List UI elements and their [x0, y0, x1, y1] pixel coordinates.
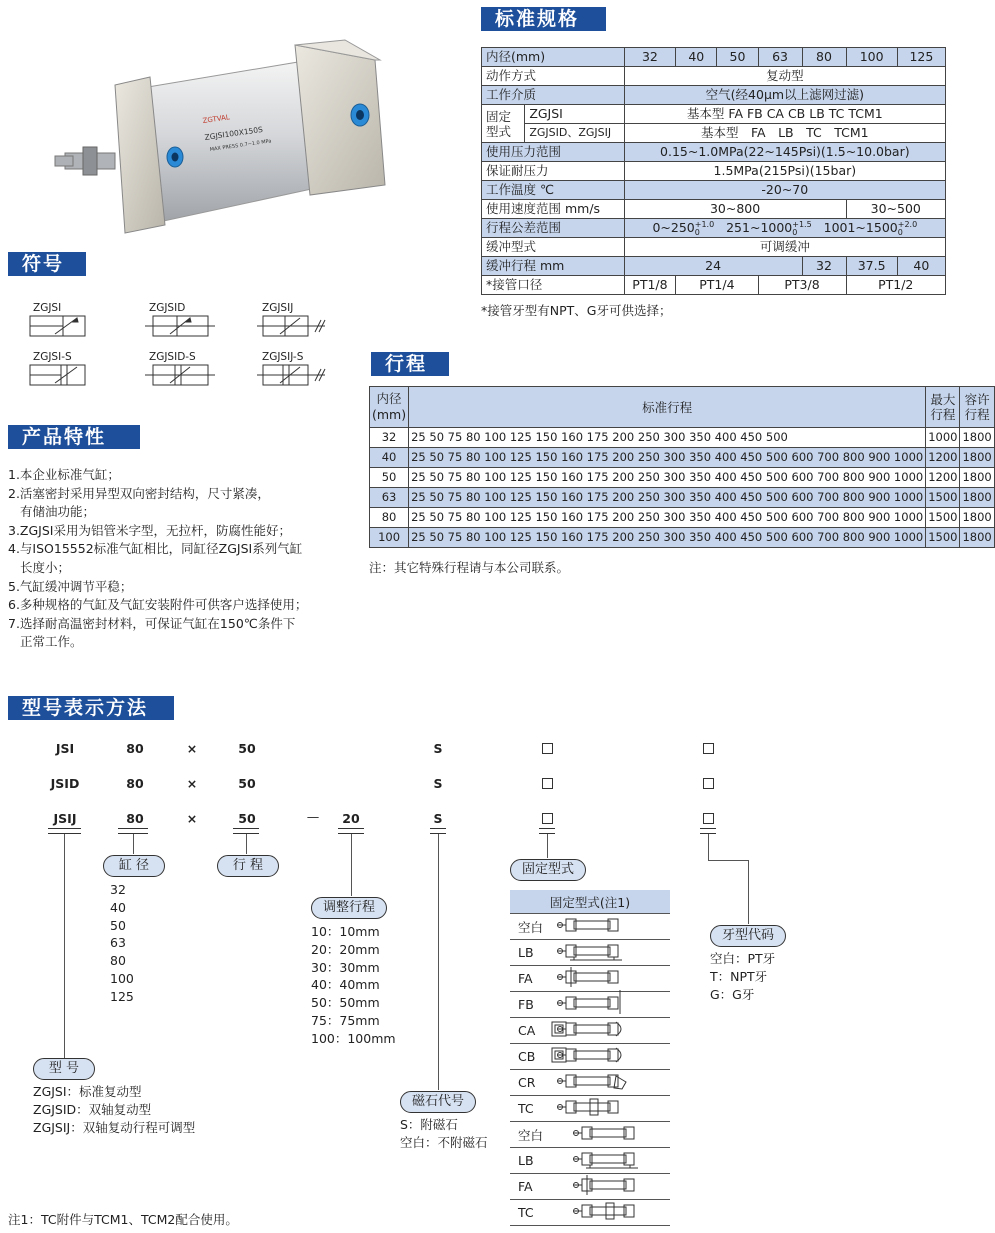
stroke-std: 25 50 75 80 100 125 150 160 175 200 250 300 350 400 450 500 600 700 800 900 1000	[409, 468, 926, 488]
mount-icon	[550, 1200, 670, 1226]
symbol-label: ZGJSID-S	[149, 351, 196, 363]
spec-value: 1.5MPa(215Psi)(15bar)	[624, 162, 945, 181]
stroke-tol: 1800	[960, 428, 994, 448]
bore-option: 32	[110, 882, 126, 897]
type-list	[33, 1083, 195, 1136]
spec-table	[481, 47, 946, 295]
stroke-bore: 80	[370, 508, 409, 528]
mount-drawing-icon	[550, 966, 670, 988]
code-x: ×	[186, 811, 198, 826]
connector	[547, 834, 548, 858]
mount-code: LB	[510, 940, 550, 966]
spec-value: 复动型	[624, 67, 945, 86]
spec-row-mount	[482, 124, 946, 143]
footnote: 注1：TC附件与TCM1、TCM2配合使用。	[8, 1212, 238, 1227]
spec-label: 保证耐压力	[482, 162, 625, 181]
stroke-max: 1000	[926, 428, 960, 448]
adjust-option: 20：20mm	[311, 941, 380, 957]
stroke-tol: 1800	[960, 488, 994, 508]
spec-value	[624, 219, 945, 238]
tol-range: 0~250	[652, 220, 695, 235]
magnet-option: 空白：不附磁石	[400, 1134, 488, 1150]
bore-option: 100	[110, 970, 134, 986]
adjust-option: 50：50mm	[311, 995, 380, 1011]
spec-value: PT3/8	[758, 276, 846, 295]
mount-icon	[550, 1122, 670, 1148]
code-x: ×	[186, 741, 198, 756]
header-symbol: 符号	[8, 252, 86, 276]
mount-drawing-icon	[550, 992, 670, 1014]
connector	[438, 834, 439, 1090]
bore-cell: 100	[846, 48, 897, 67]
pill-stroke: 行 程	[217, 855, 279, 877]
spec-value: 32	[802, 257, 846, 276]
adjust-option: 75：75mm	[311, 1012, 380, 1028]
spec-label: 内径(mm)	[482, 48, 625, 67]
mount-icon	[550, 1096, 670, 1122]
spec-row	[482, 86, 946, 105]
bore-cell: 50	[717, 48, 758, 67]
mount-drawing-icon	[550, 1044, 670, 1066]
spec-value: 基本型 FA LB TC TCM1	[624, 124, 945, 143]
spec-value: 空气(经40μm以上滤网过滤)	[624, 86, 945, 105]
tol-sub: 0	[792, 227, 798, 237]
stroke-std: 25 50 75 80 100 125 150 160 175 200 250 300 350 400 450 500 600 700 800 900 1000	[409, 528, 926, 548]
mount-drawing-icon	[550, 1070, 670, 1092]
symbol-label: ZGJSIJ-S	[262, 351, 304, 363]
connector	[64, 834, 65, 1058]
mount-row	[510, 1070, 670, 1096]
mount-row	[510, 914, 670, 940]
mount-code: CR	[510, 1070, 550, 1096]
tol-range: 1001~1500	[823, 220, 898, 235]
mount-code: FA	[510, 966, 550, 992]
feature-item: 1.本企业标准气缸；	[8, 467, 120, 482]
mount-icon	[550, 992, 670, 1018]
code-stroke: 50	[238, 776, 256, 791]
stroke-max: 1500	[926, 528, 960, 548]
mount-icon	[550, 940, 670, 966]
spec-label: 使用速度范围 mm/s	[482, 200, 625, 219]
cylinder-symbols	[25, 312, 335, 392]
stroke-row	[370, 508, 995, 528]
option-box	[542, 813, 553, 824]
mount-row	[510, 1174, 670, 1200]
stroke-row	[370, 488, 995, 508]
connector	[133, 834, 134, 854]
feature-item: 长度小；	[20, 559, 71, 575]
adjust-option: 40：40mm	[311, 977, 380, 993]
spec-value: 0.15~1.0MPa(22~145Psi)(1.5~10.0bar)	[624, 143, 945, 162]
spec-value: 可调缓冲	[624, 238, 945, 257]
spec-row-speed	[482, 200, 946, 219]
mount-icon	[550, 966, 670, 992]
mount-drawing-icon	[550, 940, 670, 962]
stroke-h-max: 最大行程	[926, 387, 960, 428]
mount-drawing-icon	[550, 914, 670, 936]
bore-list	[110, 881, 134, 1006]
connector	[748, 860, 749, 924]
bore-option: 80	[110, 953, 126, 969]
feature-item: 正常工作。	[20, 634, 83, 650]
product-image	[55, 35, 395, 245]
connector	[351, 834, 352, 896]
mount-drawing-icon	[550, 1174, 670, 1196]
stroke-max: 1500	[926, 488, 960, 508]
bore-option: 40	[110, 899, 126, 915]
mount-code: CA	[510, 1018, 550, 1044]
mount-code: CB	[510, 1044, 550, 1070]
stroke-header-row	[370, 387, 995, 428]
pill-bore: 缸 径	[103, 855, 165, 877]
stroke-max: 1200	[926, 468, 960, 488]
code-bore: 80	[126, 811, 144, 826]
spec-value: 基本型 FA FB CA CB LB TC TCM1	[624, 105, 945, 124]
adjust-option: 10：10mm	[311, 924, 380, 939]
feature-item: 3.ZGJSI采用为铝管米字型，无拉杆，防腐性能好；	[8, 522, 291, 538]
code-bore: 80	[126, 776, 144, 791]
mount-code: 空白	[510, 1122, 550, 1148]
type-option: ZGJSID：双轴复动型	[33, 1101, 152, 1117]
option-box	[542, 743, 553, 754]
code-magnet: S	[433, 776, 443, 791]
spec-value: 24	[624, 257, 802, 276]
option-box	[703, 743, 714, 754]
mount-drawing-icon	[550, 1122, 670, 1144]
feature-item: 2.活塞密封采用异型双向密封结构，尺寸紧凑，	[8, 485, 270, 501]
bore-cell: 63	[758, 48, 802, 67]
spec-value: 40	[897, 257, 945, 276]
mount-code: TC	[510, 1200, 550, 1226]
type-option: ZGJSIJ：双轴复动行程可调型	[33, 1119, 196, 1135]
feature-item: 有储油功能；	[20, 504, 96, 520]
features-list	[8, 466, 353, 652]
feature-item: 6.多种规格的气缸及气缸安装附件可供客户选择使用；	[8, 597, 308, 613]
stroke-bore: 50	[370, 468, 409, 488]
mount-code: LB	[510, 1148, 550, 1174]
pill-adjust: 调整行程	[311, 897, 387, 919]
header-stroke: 行程	[371, 352, 449, 376]
thread-option: 空白：PT牙	[710, 951, 776, 966]
stroke-bore: 32	[370, 428, 409, 448]
mount-row	[510, 1200, 670, 1226]
mount-code: TC	[510, 1096, 550, 1122]
stroke-std: 25 50 75 80 100 125 150 160 175 200 250 300 350 400 450 500 600 700 800 900 1000	[409, 508, 926, 528]
header-model: 型号表示方法	[8, 696, 174, 720]
type-option: ZGJSI：标准复动型	[33, 1084, 142, 1099]
pill-type: 型 号	[33, 1058, 95, 1080]
product-press-label: MAX PRESS 0.7~1.0 MPa	[209, 138, 272, 153]
spec-row	[482, 162, 946, 181]
mount-row	[510, 1096, 670, 1122]
stroke-std: 25 50 75 80 100 125 150 160 175 200 250 300 350 400 450 500 600 700 800 900 1000	[409, 488, 926, 508]
stroke-row	[370, 448, 995, 468]
mount-row	[510, 940, 670, 966]
mount-icon	[550, 1174, 670, 1200]
bore-option: 63	[110, 935, 126, 951]
spec-row-cushion	[482, 257, 946, 276]
option-box	[542, 778, 553, 789]
mount-icon	[550, 914, 670, 940]
feature-item: 5.气缸缓冲调节平稳；	[8, 578, 133, 594]
symbol-label: ZGJSIJ	[262, 302, 294, 314]
code-dash: —	[306, 809, 320, 824]
adjust-list	[311, 923, 396, 1048]
mount-code: FB	[510, 992, 550, 1018]
stroke-h-bore: 内径(mm)	[370, 387, 409, 428]
mount-drawing-icon	[550, 1018, 670, 1040]
mount-code: 空白	[510, 914, 550, 940]
adjust-option: 30：30mm	[311, 959, 380, 975]
feature-item: 7.选择耐高温密封材料，可保证气缸在150℃条件下	[8, 615, 296, 631]
mount-drawing-icon	[550, 1148, 670, 1170]
spec-label: 固定型式	[482, 105, 525, 143]
bore-cell: 80	[802, 48, 846, 67]
stroke-table	[369, 386, 995, 548]
mount-table-title: 固定型式(注1)	[510, 890, 670, 914]
spec-note: *接管牙型有NPT、G牙可供选择；	[481, 303, 672, 318]
spec-row-tolerance	[482, 219, 946, 238]
stroke-max: 1500	[926, 508, 960, 528]
spec-sublabel: ZGJSI	[525, 105, 624, 124]
spec-label: 动作方式	[482, 67, 625, 86]
header-features: 产品特性	[8, 425, 140, 449]
stroke-tol: 1800	[960, 448, 994, 468]
stroke-row	[370, 528, 995, 548]
symbol-label: ZGJSI-S	[33, 351, 72, 363]
stroke-row	[370, 428, 995, 448]
spec-value: 30~800	[624, 200, 846, 219]
spec-label: 工作温度 ℃	[482, 181, 625, 200]
feature-item: 4.与ISO15552标准气缸相比，同缸径ZGJSI系列气缸	[8, 541, 303, 557]
mount-icon	[550, 1070, 670, 1096]
spec-label: 工作介质	[482, 86, 625, 105]
spec-label: 行程公差范围	[482, 219, 625, 238]
tol-sup: +1.5	[792, 219, 812, 229]
symbol-label: ZGJSID	[149, 302, 186, 314]
product-model-label: ZGJSI100X150S	[204, 124, 264, 142]
connector	[246, 834, 247, 854]
spec-row-port	[482, 276, 946, 295]
pill-thread: 牙型代码	[710, 925, 786, 947]
mount-table	[510, 890, 670, 1226]
stroke-row	[370, 468, 995, 488]
stroke-max: 1200	[926, 448, 960, 468]
mount-row	[510, 1044, 670, 1070]
tol-range: 251~1000	[726, 220, 793, 235]
spec-value: -20~70	[624, 181, 945, 200]
mount-row	[510, 1148, 670, 1174]
spec-row	[482, 238, 946, 257]
spec-value: 37.5	[846, 257, 897, 276]
tol-sub: 0	[694, 227, 700, 237]
stroke-h-tol: 容许行程	[960, 387, 994, 428]
spec-label: 缓冲型式	[482, 238, 625, 257]
spec-value: PT1/8	[624, 276, 676, 295]
mount-row	[510, 1018, 670, 1044]
code-type: JSI	[55, 741, 75, 756]
code-magnet: S	[433, 741, 443, 756]
symbol-label: ZGJSI	[33, 302, 62, 314]
code-stroke: 50	[238, 811, 256, 826]
spec-row	[482, 143, 946, 162]
bore-cell: 40	[676, 48, 717, 67]
bore-option: 50	[110, 917, 126, 933]
spec-label: 使用压力范围	[482, 143, 625, 162]
spec-label: 缓冲行程 mm	[482, 257, 625, 276]
mount-icon	[550, 1044, 670, 1070]
thread-option: T：NPT牙	[710, 968, 768, 984]
spec-row	[482, 67, 946, 86]
mount-drawing-icon	[550, 1096, 670, 1118]
bore-cell: 32	[624, 48, 676, 67]
spec-row-mount	[482, 105, 946, 124]
code-adjust: 20	[342, 811, 360, 826]
mount-row	[510, 992, 670, 1018]
connector	[708, 834, 709, 860]
stroke-note: 注：其它特殊行程请与本公司联系。	[369, 560, 570, 575]
stroke-tol: 1800	[960, 508, 994, 528]
spec-row-bore	[482, 48, 946, 67]
spec-value: PT1/4	[676, 276, 758, 295]
magnet-option: S：附磁石	[400, 1117, 458, 1132]
mount-row	[510, 1122, 670, 1148]
thread-list	[710, 950, 775, 1003]
header-spec: 标准规格	[481, 7, 606, 31]
bore-option: 125	[110, 988, 134, 1004]
stroke-bore: 40	[370, 448, 409, 468]
spec-value: 30~500	[846, 200, 946, 219]
product-brand-mark: ZGTVAL	[202, 113, 231, 125]
mount-code: FA	[510, 1174, 550, 1200]
stroke-std: 25 50 75 80 100 125 150 160 175 200 250 300 350 400 450 500 600 700 800 900 1000	[409, 448, 926, 468]
mount-row	[510, 966, 670, 992]
pill-magnet: 磁石代号	[400, 1091, 476, 1113]
stroke-tol: 1800	[960, 468, 994, 488]
stroke-std: 25 50 75 80 100 125 150 160 175 200 250 300 350 400 450 500	[409, 428, 926, 448]
tol-sup: +1.0	[694, 219, 715, 229]
spec-sublabel: ZGJSID、ZGJSIJ	[525, 124, 624, 143]
magnet-list	[400, 1116, 488, 1152]
spec-value: PT1/2	[846, 276, 946, 295]
mount-icon	[550, 1018, 670, 1044]
option-box	[703, 813, 714, 824]
code-magnet: S	[433, 811, 443, 826]
stroke-bore: 63	[370, 488, 409, 508]
code-type: JSID	[50, 776, 80, 791]
code-stroke: 50	[238, 741, 256, 756]
tol-sub: 0	[897, 227, 903, 237]
spec-row	[482, 181, 946, 200]
stroke-bore: 100	[370, 528, 409, 548]
bore-cell: 125	[897, 48, 945, 67]
mount-icon	[550, 1148, 670, 1174]
pill-mount: 固定型式	[510, 859, 586, 881]
connector	[708, 860, 748, 861]
stroke-tol: 1800	[960, 528, 994, 548]
tol-sup: +2.0	[897, 219, 918, 229]
option-box	[703, 778, 714, 789]
code-x: ×	[186, 776, 198, 791]
adjust-option: 100：100mm	[311, 1030, 396, 1046]
thread-option: G：G牙	[710, 986, 755, 1002]
code-bore: 80	[126, 741, 144, 756]
stroke-h-std: 标准行程	[409, 387, 926, 428]
mount-drawing-icon	[550, 1200, 670, 1222]
spec-label: *接管口径	[482, 276, 625, 295]
code-type: JSIJ	[53, 811, 77, 826]
